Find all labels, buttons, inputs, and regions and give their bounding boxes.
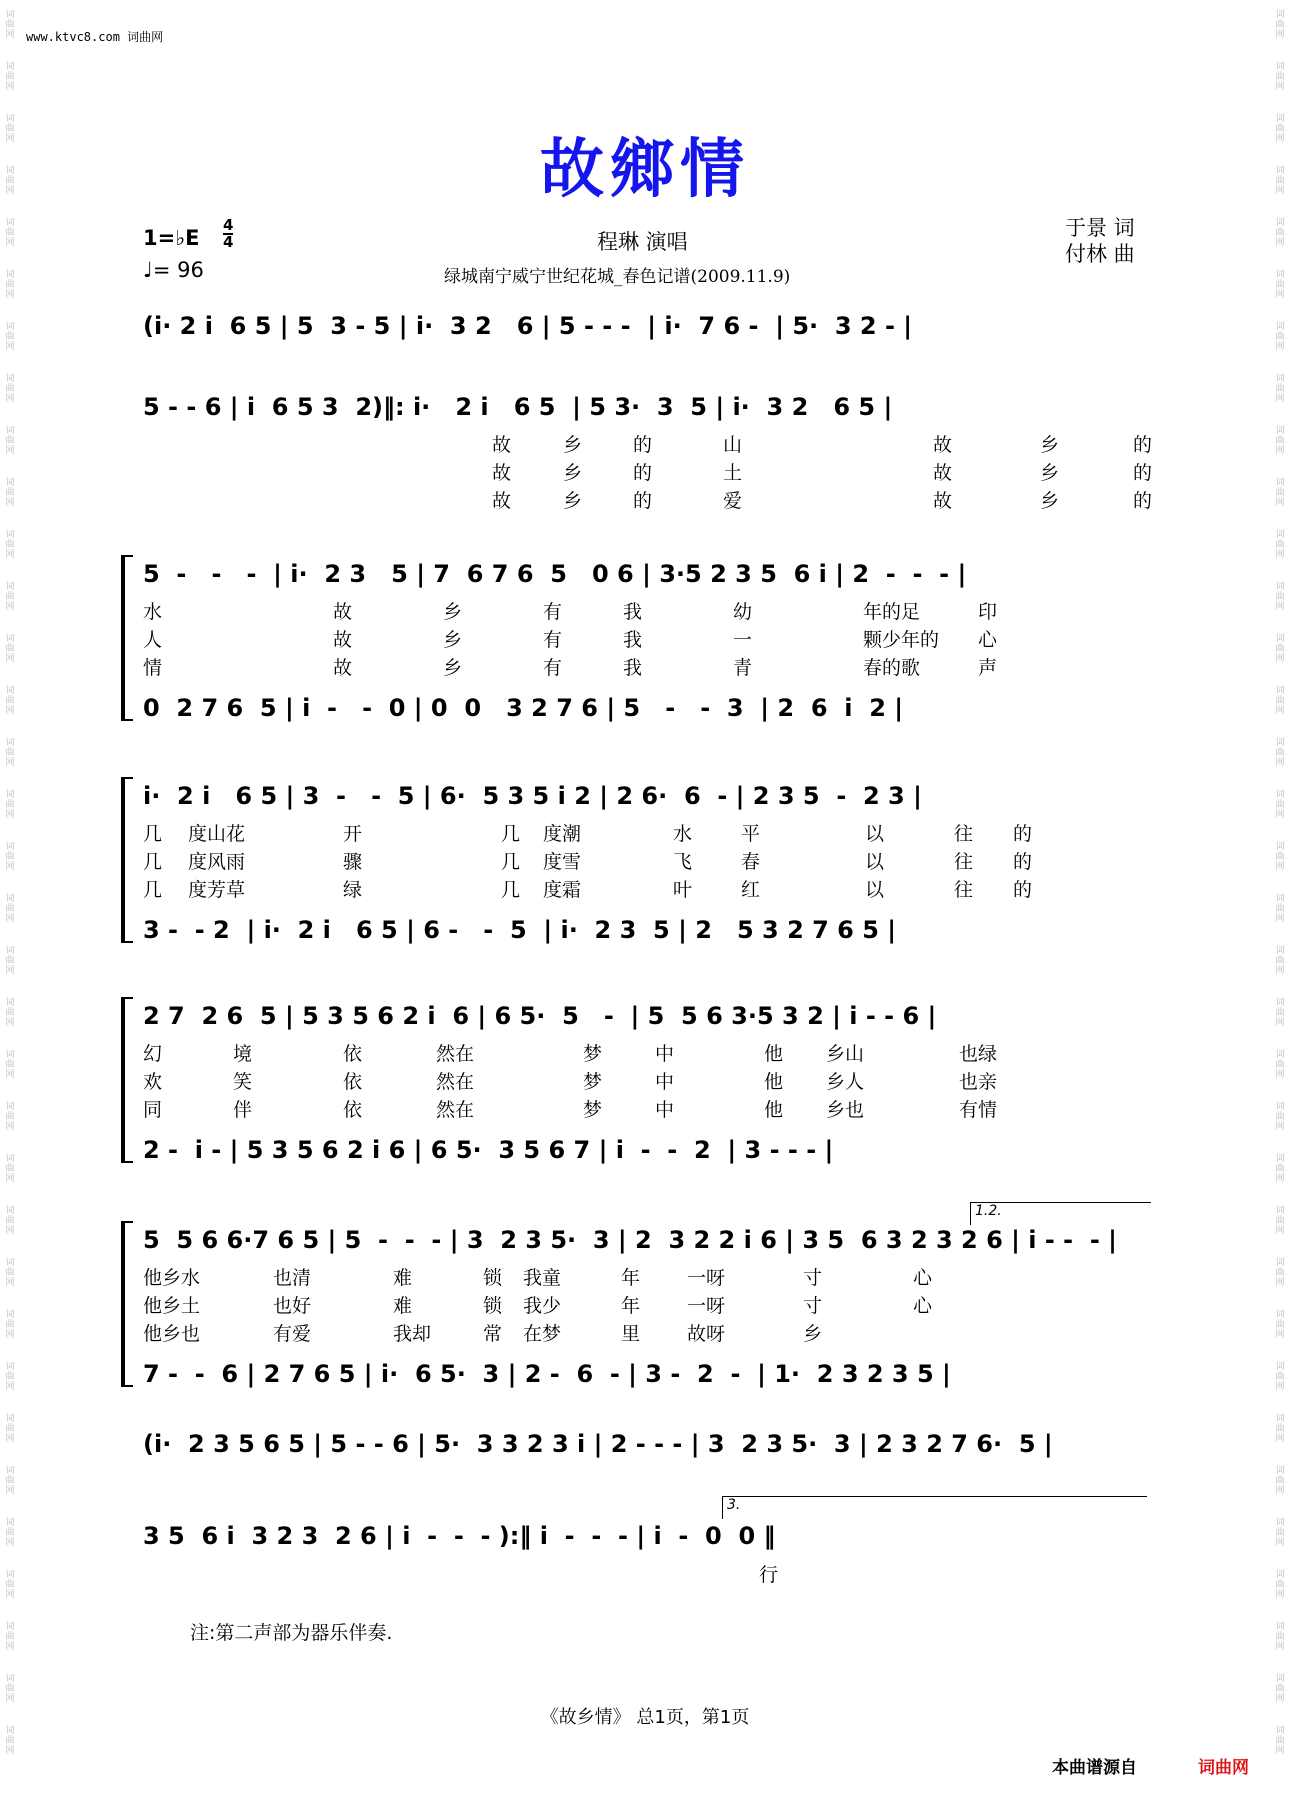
watermark-block: 词 曲 网 — [5, 1310, 15, 1340]
watermark-block: 词 曲 网 — [5, 478, 15, 508]
lyric-word: 寸 — [803, 1295, 823, 1317]
lyric-word: 我 — [623, 629, 643, 651]
lyric-word: 情 — [143, 657, 163, 679]
lyric-word: 往 — [954, 851, 974, 873]
lyric-word: 的 — [1133, 434, 1153, 456]
lyric-word: 伴 — [233, 1099, 253, 1121]
lyric-word: 春 — [741, 851, 761, 873]
page-footer: 《故乡情》 总1页，第1页 — [540, 1707, 750, 1728]
watermark-block: 词 曲 网 — [1275, 374, 1285, 404]
watermark-block: 词 曲 网 — [5, 426, 15, 456]
lyric-word: 依 — [343, 1099, 363, 1121]
watermark-block: 词 曲 网 — [5, 270, 15, 300]
lyric-word: 度霜 — [543, 879, 582, 901]
lyric-word: 难 — [393, 1267, 413, 1289]
composer-credit: 付林 曲 — [1065, 242, 1135, 266]
watermark-block: 词 曲 网 — [1275, 686, 1285, 716]
lyric-word: 往 — [954, 879, 974, 901]
lyrics-s6 — [143, 1560, 1146, 1586]
lyrics-s3-v2 — [143, 847, 1146, 873]
watermark-block: 词 曲 网 — [5, 634, 15, 664]
lyric-word: 叶 — [673, 879, 693, 901]
lyric-word: 骤 — [343, 851, 363, 873]
lyric-word: 以 — [865, 879, 885, 901]
watermark-block: 词 曲 网 — [1275, 1102, 1285, 1132]
lyric-word: 乡 — [443, 657, 463, 679]
watermark-block: 词 曲 网 — [1275, 946, 1285, 976]
lyric-word: 一 — [733, 629, 753, 651]
watermark-block: 词 曲 网 — [5, 218, 15, 248]
watermark-block: 词 曲 网 — [5, 582, 15, 612]
watermark-block: 词 曲 网 — [1275, 738, 1285, 768]
lyric-word: 我 — [623, 601, 643, 623]
staff-row-4-melody: i· 2 i 6 5 | 3 - - 5 | 6· 5 3 5 i 2 | 2 6· 6 - | 2 3 5 - 2 3 | — [143, 782, 922, 810]
staff-row-8: 3 5 6 i 3 2 3 2 6 | i - - - ):‖ i - - - | i - 0 0 ‖ — [143, 1522, 776, 1550]
lyric-word: 故 — [492, 462, 512, 484]
lyric-word: 行 — [759, 1564, 779, 1586]
lyrics-s2-v2 — [143, 625, 1146, 651]
lyric-word: 几 — [143, 879, 163, 901]
lyric-word: 以 — [865, 823, 885, 845]
key-signature: 1=♭E — [143, 226, 200, 250]
lyric-word: 欢 — [143, 1071, 163, 1093]
lyric-word: 我 — [623, 657, 643, 679]
lyric-word: 度芳草 — [188, 879, 246, 901]
watermark-block: 词 曲 网 — [1275, 1466, 1285, 1496]
lyric-word: 度潮 — [543, 823, 582, 845]
lyric-word: 难 — [393, 1295, 413, 1317]
song-title: 故鄉情 — [540, 133, 750, 207]
lyric-word: 依 — [343, 1071, 363, 1093]
staff-row-2: 5 - - 6 | i 6 5 3 2)‖: i· 2 i 6 5 | 5 3· 3 5 | i· 3 2 6 5 | — [143, 393, 893, 421]
lyric-word: 几 — [501, 879, 521, 901]
lyric-word: 以 — [865, 851, 885, 873]
watermark-block: 词 曲 网 — [1275, 1674, 1285, 1704]
lyric-word: 红 — [741, 879, 761, 901]
lyric-word: 印 — [978, 601, 998, 623]
lyric-word: 颗少年的 — [863, 629, 940, 651]
watermark-block: 词 曲 网 — [1275, 1414, 1285, 1444]
lyric-word: 度雪 — [543, 851, 582, 873]
lyric-word: 的 — [633, 434, 653, 456]
lyric-word: 的 — [1133, 490, 1153, 512]
lyric-word: 的 — [1013, 879, 1033, 901]
watermark-block: 词 曲 网 — [1275, 1362, 1285, 1392]
lyric-word: 有情 — [959, 1099, 998, 1121]
lyric-word: 他 — [764, 1099, 784, 1121]
lyric-word: 年 — [621, 1295, 641, 1317]
lyric-word: 寸 — [803, 1267, 823, 1289]
lyrics-s5-v3 — [143, 1319, 1146, 1345]
lyric-word: 几 — [143, 823, 163, 845]
lyrics-s1-v1 — [143, 430, 1153, 456]
watermark-block: 词 曲 网 — [5, 1258, 15, 1288]
lyric-word: 几 — [143, 851, 163, 873]
watermark-block: 词 曲 网 — [5, 1414, 15, 1444]
singer-credit: 程琳 演唱 — [597, 230, 688, 254]
watermark-block: 词 曲 网 — [5, 322, 15, 352]
lyric-word: 故 — [933, 490, 953, 512]
lyric-word: 也好 — [273, 1295, 312, 1317]
lyric-word: 依 — [343, 1043, 363, 1065]
lyric-word: 然在 — [436, 1099, 475, 1121]
watermark-block: 词 曲 网 — [5, 1570, 15, 1600]
lyric-word: 绿 — [343, 879, 363, 901]
lyric-word: 度风雨 — [188, 851, 246, 873]
watermark-block: 词 曲 网 — [5, 374, 15, 404]
lyric-word: 的 — [633, 462, 653, 484]
lyric-word: 土 — [723, 462, 743, 484]
lyric-word: 故 — [333, 629, 353, 651]
lyric-word: 梦 — [583, 1043, 603, 1065]
watermark-block: 词 曲 网 — [1275, 634, 1285, 664]
watermark-block: 词 曲 网 — [5, 998, 15, 1028]
lyric-word: 青 — [733, 657, 753, 679]
watermark-block: 词 曲 网 — [1275, 62, 1285, 92]
watermark-block: 词 曲 网 — [1275, 1050, 1285, 1080]
lyric-word: 乡 — [563, 462, 583, 484]
staff-row-6-melody: 5 5 6 6·7 6 5 | 5 - - - | 3 2 3 5· 3 | 2 3 2 2 i 6 | 3 5 6 3 2 3 2 6 | i - - - | — [143, 1226, 1117, 1254]
lyric-word: 也绿 — [959, 1043, 998, 1065]
system-brace — [121, 777, 133, 943]
watermark-block: 词 曲 网 — [5, 166, 15, 196]
lyric-word: 声 — [978, 657, 998, 679]
footnote: 注:第二声部为器乐伴奏. — [190, 1622, 393, 1644]
lyrics-s5-v1 — [143, 1263, 1146, 1289]
lyric-word: 心 — [913, 1267, 933, 1289]
lyric-word: 同 — [143, 1099, 163, 1121]
watermark-block: 词 曲 网 — [1275, 1622, 1285, 1652]
watermark-block: 词 曲 网 — [5, 738, 15, 768]
watermark-block: 词 曲 网 — [1275, 1206, 1285, 1236]
lyric-word: 的 — [633, 490, 653, 512]
lyric-word: 开 — [343, 823, 363, 845]
system-brace — [121, 555, 133, 721]
system-brace — [121, 1221, 133, 1387]
watermark-block: 词 曲 网 — [5, 1050, 15, 1080]
time-bottom: 4 — [223, 233, 234, 251]
lyric-word: 乡 — [803, 1323, 823, 1345]
lyric-word: 一呀 — [687, 1295, 726, 1317]
lyric-word: 有 — [543, 601, 563, 623]
site-url: www.ktvc8.com 词曲网 — [26, 30, 164, 44]
lyric-word: 然在 — [436, 1071, 475, 1093]
lyric-word: 锁 — [483, 1295, 503, 1317]
lyric-word: 锁 — [483, 1267, 503, 1289]
lyric-word: 乡 — [1040, 434, 1060, 456]
watermark-block: 词 曲 网 — [5, 1518, 15, 1548]
lyric-word: 几 — [501, 851, 521, 873]
lyric-word: 乡 — [443, 629, 463, 651]
lyric-word: 有 — [543, 657, 563, 679]
lyric-word: 的 — [1013, 823, 1033, 845]
watermark-block: 词 曲 网 — [1275, 322, 1285, 352]
watermark-block: 词 曲 网 — [5, 1622, 15, 1652]
staff-row-1: (i· 2 i 6 5 | 5 3 - 5 | i· 3 2 6 | 5 - - - | i· 7 6 - | 5· 3 2 - | — [143, 312, 913, 340]
lyric-word: 人 — [143, 629, 163, 651]
source-label: 本曲谱源自 — [1052, 1758, 1137, 1778]
watermark-block: 词 曲 网 — [5, 894, 15, 924]
watermark-block: 词 曲 网 — [1275, 1258, 1285, 1288]
watermark-block: 词 曲 网 — [1275, 1726, 1285, 1756]
lyric-word: 境 — [233, 1043, 253, 1065]
watermark-block: 词 曲 网 — [1275, 478, 1285, 508]
lyrics-s2-v1 — [143, 597, 1146, 623]
lyric-word: 他 — [764, 1071, 784, 1093]
lyric-word: 心 — [978, 629, 998, 651]
lyric-word: 往 — [954, 823, 974, 845]
lyric-word: 几 — [501, 823, 521, 845]
lyric-word: 我童 — [523, 1267, 562, 1289]
watermark-block: 词 曲 网 — [5, 10, 15, 40]
lyrics-s4-v2 — [143, 1067, 1146, 1093]
lyric-word: 他乡水 — [143, 1267, 201, 1289]
watermark-block: 词 曲 网 — [5, 1674, 15, 1704]
watermark-block: 词 曲 网 — [5, 842, 15, 872]
staff-row-3-melody: 5 - - - | i· 2 3 5 | 7 6 7 6 5 0 6 | 3·5 2 3 5 6 i | 2 - - - | — [143, 560, 967, 588]
lyric-word: 水 — [143, 601, 163, 623]
transcriber-credit: 绿城南宁威宁世纪花城_春色记谱(2009.11.9) — [444, 267, 791, 287]
staff-row-5-accomp: 2 - i - | 5 3 5 6 2 i 6 | 6 5· 3 5 6 7 | i - - 2 | 3 - - - | — [143, 1136, 834, 1164]
lyric-word: 然在 — [436, 1043, 475, 1065]
lyric-word: 平 — [741, 823, 761, 845]
watermark-block: 词 曲 网 — [5, 790, 15, 820]
lyric-word: 他乡土 — [143, 1295, 201, 1317]
watermark-block: 词 曲 网 — [1275, 1310, 1285, 1340]
lyric-word: 幼 — [733, 601, 753, 623]
watermark-block: 词 曲 网 — [1275, 530, 1285, 560]
time-signature — [223, 218, 233, 250]
lyric-word: 乡 — [563, 434, 583, 456]
watermark-block: 词 曲 网 — [5, 946, 15, 976]
lyric-word: 故 — [333, 601, 353, 623]
lyric-word: 笑 — [233, 1071, 253, 1093]
watermark-block: 词 曲 网 — [5, 530, 15, 560]
lyric-word: 中 — [655, 1099, 675, 1121]
lyrics-s1-v2 — [143, 458, 1153, 484]
lyric-word: 乡也 — [826, 1099, 865, 1121]
lyric-word: 春的歌 — [863, 657, 921, 679]
lyric-word: 故 — [933, 462, 953, 484]
watermark-block: 词 曲 网 — [5, 1362, 15, 1392]
lyric-word: 山 — [723, 434, 743, 456]
watermark-block: 词 曲 网 — [1275, 582, 1285, 612]
watermark-block: 词 曲 网 — [1275, 998, 1285, 1028]
lyric-word: 乡人 — [826, 1071, 865, 1093]
lyric-word: 里 — [621, 1323, 641, 1345]
lyric-word: 故 — [492, 490, 512, 512]
watermark-block: 词 曲 网 — [1275, 1154, 1285, 1184]
lyric-word: 乡 — [563, 490, 583, 512]
watermark-block: 词 曲 网 — [5, 686, 15, 716]
lyric-word: 飞 — [673, 851, 693, 873]
watermark-block: 词 曲 网 — [1275, 166, 1285, 196]
lyric-word: 常 — [483, 1323, 503, 1345]
lyric-word: 我少 — [523, 1295, 562, 1317]
lyric-word: 的 — [1013, 851, 1033, 873]
right-watermark-column — [1273, 0, 1287, 1756]
lyric-word: 中 — [655, 1043, 675, 1065]
lyrics-s4-v3 — [143, 1095, 1146, 1121]
volta-3: 3. — [722, 1496, 1147, 1519]
lyrics-s5-v2 — [143, 1291, 1146, 1317]
watermark-block: 词 曲 网 — [1275, 842, 1285, 872]
lyrics-s2-v3 — [143, 653, 1146, 679]
lyric-word: 梦 — [583, 1071, 603, 1093]
tempo-marking: ♩= 96 — [143, 258, 204, 282]
lyric-word: 故 — [933, 434, 953, 456]
time-top: 4 — [223, 216, 234, 234]
watermark-block: 词 曲 网 — [1275, 1570, 1285, 1600]
lyric-word: 度山花 — [188, 823, 246, 845]
watermark-block: 词 曲 网 — [1275, 114, 1285, 144]
lyric-word: 年 — [621, 1267, 641, 1289]
lyric-word: 乡山 — [826, 1043, 865, 1065]
lyric-word: 故呀 — [687, 1323, 726, 1345]
lyric-word: 水 — [673, 823, 693, 845]
system-brace — [121, 997, 133, 1163]
lyric-word: 有 — [543, 629, 563, 651]
volta-1-2: 1.2. — [970, 1202, 1151, 1225]
watermark-block: 词 曲 网 — [1275, 790, 1285, 820]
lyric-word: 在梦 — [523, 1323, 562, 1345]
watermark-block: 词 曲 网 — [5, 114, 15, 144]
lyric-word: 故 — [333, 657, 353, 679]
watermark-block: 词 曲 网 — [1275, 218, 1285, 248]
staff-row-5-melody: 2 7 2 6 5 | 5 3 5 6 2 i 6 | 6 5· 5 - | 5 5 6 3·5 3 2 | i - - 6 | — [143, 1002, 937, 1030]
watermark-block: 词 曲 网 — [5, 1726, 15, 1756]
lyric-word: 一呀 — [687, 1267, 726, 1289]
lyric-word: 梦 — [583, 1099, 603, 1121]
watermark-block: 词 曲 网 — [5, 1102, 15, 1132]
lyric-word: 年的足 — [863, 601, 921, 623]
watermark-block: 词 曲 网 — [5, 1466, 15, 1496]
lyric-word: 他乡也 — [143, 1323, 201, 1345]
watermark-block: 词 曲 网 — [5, 1206, 15, 1236]
watermark-block: 词 曲 网 — [1275, 1518, 1285, 1548]
lyric-word: 乡 — [1040, 462, 1060, 484]
lyric-word: 也清 — [273, 1267, 312, 1289]
lyric-word: 乡 — [443, 601, 463, 623]
lyric-word: 也亲 — [959, 1071, 998, 1093]
lyric-word: 故 — [492, 434, 512, 456]
lyric-word: 有爱 — [273, 1323, 312, 1345]
source-site-link[interactable]: 词曲网 — [1198, 1758, 1249, 1778]
lyrics-s3-v3 — [143, 875, 1146, 901]
lyric-word: 的 — [1133, 462, 1153, 484]
lyric-word: 幻 — [143, 1043, 163, 1065]
staff-row-7: (i· 2 3 5 6 5 | 5 - - 6 | 5· 3 3 2 3 i | 2 - - - | 3 2 3 5· 3 | 2 3 2 7 6· 5 | — [143, 1430, 1053, 1458]
lyric-word: 乡 — [1040, 490, 1060, 512]
watermark-block: 词 曲 网 — [1275, 894, 1285, 924]
lyric-word: 他 — [764, 1043, 784, 1065]
left-watermark-column — [3, 0, 17, 1756]
watermark-block: 词 曲 网 — [1275, 10, 1285, 40]
lyricist-credit: 于景 词 — [1065, 216, 1135, 240]
lyrics-s4-v1 — [143, 1039, 1146, 1065]
lyrics-s3-v1 — [143, 819, 1146, 845]
lyric-word: 中 — [655, 1071, 675, 1093]
staff-row-4-accomp: 3 - - 2 | i· 2 i 6 5 | 6 - - 5 | i· 2 3 5 | 2 5 3 2 7 6 5 | — [143, 916, 897, 944]
watermark-block: 词 曲 网 — [5, 1154, 15, 1184]
lyrics-s1-v3 — [143, 486, 1153, 512]
watermark-block: 词 曲 网 — [1275, 426, 1285, 456]
lyric-word: 心 — [913, 1295, 933, 1317]
lyric-word: 爱 — [723, 490, 743, 512]
watermark-block: 词 曲 网 — [1275, 270, 1285, 300]
lyric-word: 我却 — [393, 1323, 432, 1345]
staff-row-6-accomp: 7 - - 6 | 2 7 6 5 | i· 6 5· 3 | 2 - 6 - | 3 - 2 - | 1· 2 3 2 3 5 | — [143, 1360, 951, 1388]
watermark-block: 词 曲 网 — [5, 62, 15, 92]
staff-row-3-accomp: 0 2 7 6 5 | i - - 0 | 0 0 3 2 7 6 | 5 - - 3 | 2 6 i 2 | — [143, 694, 904, 722]
